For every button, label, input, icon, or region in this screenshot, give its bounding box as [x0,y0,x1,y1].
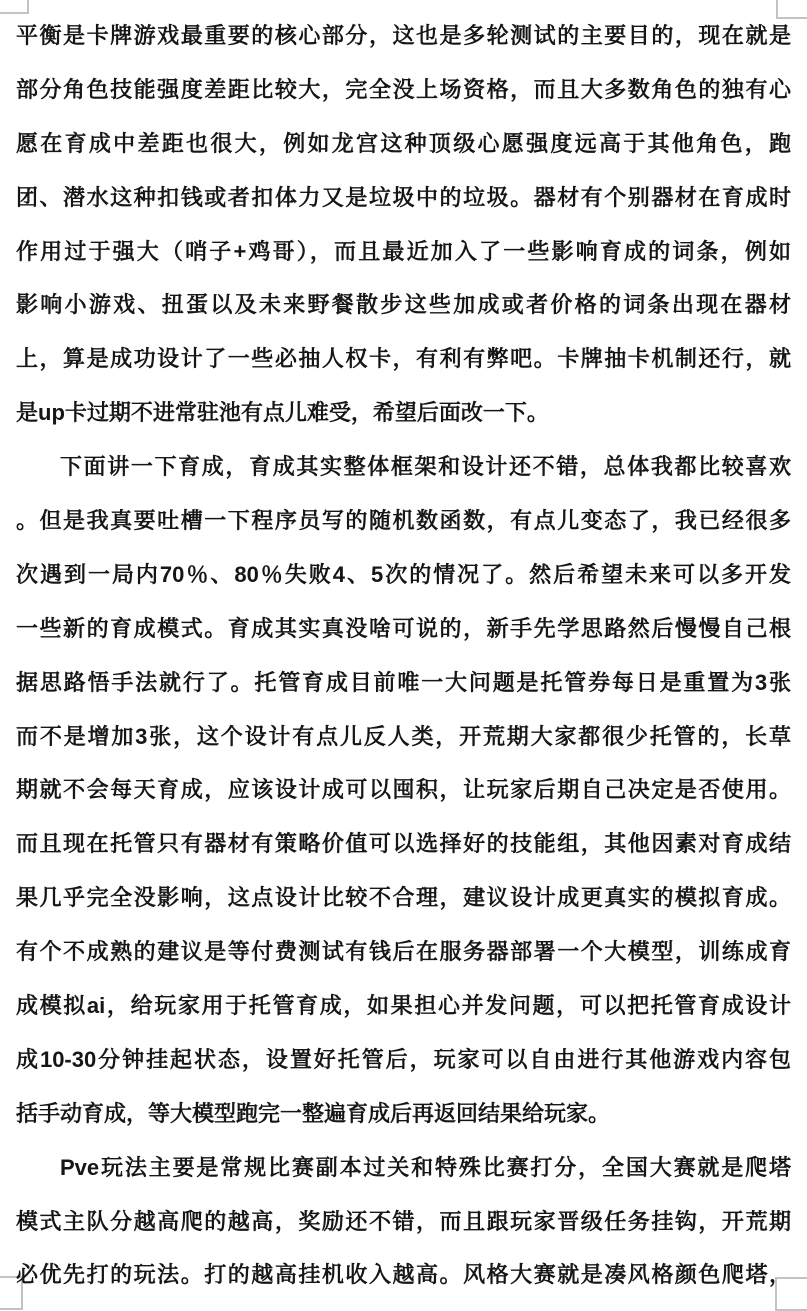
text-line: 一些新的育成模式。育成其实真没啥可说的，新手先学思路然后慢慢自己根 [16,615,791,641]
paragraph [16,1141,791,1303]
text-line: 平衡是卡牌游戏最重要的核心部分，这也是多轮测试的主要目的，现在就是 [16,23,791,48]
text-line: 。但是我真要吐槽一下程序员写的随机数函数，有点儿变态了，我已经很多 [16,508,791,534]
text-line: 是up卡过期不进常驻池有点儿难受，希望后面改一下。 [16,400,549,426]
text-line: 期就不会每天育成，应该设计成可以囤积，让玩家后期自己决定是否使用。 [16,777,791,803]
text-line: 必优先打的玩法。打的越高挂机收入越高。风格大赛就是凑风格颜色爬塔， [16,1262,791,1288]
text-line: 据思路悟手法就行了。托管育成目前唯一大问题是托管券每日是重置为3张 [16,669,791,695]
document-body [16,9,791,1302]
paragraph [16,9,791,440]
text-line: 次遇到一局内70％、80％失败4、5次的情况了。然后希望未来可以多开发 [16,561,791,587]
text-line: 有个不成熟的建议是等付费测试有钱后在服务器部署一个大模型，训练成育 [16,939,791,965]
text-line: 愿在育成中差距也很大，例如龙宫这种顶级心愿强度远高于其他角色，跑 [16,130,791,156]
text-line: 作用过于强大（哨子+鸡哥），而且最近加入了一些影响育成的词条，例如 [16,238,791,264]
text-line: 果几乎完全没影响，这点设计比较不合理，建议设计成更真实的模拟育成。 [16,885,791,911]
text-line: 括手动育成，等大模型跑完一整遍育成后再返回结果给玩家。 [16,1100,611,1126]
text-line: 影响小游戏、扭蛋以及未来野餐散步这些加成或者价格的词条出现在器材 [16,292,791,318]
text-line: 而且现在托管只有器材有策略价值可以选择好的技能组，其他因素对育成结 [16,831,791,857]
text-line: 而不是增加3张，这个设计有点儿反人类，开荒期大家都很少托管的，长草 [16,723,791,749]
paragraph [16,440,791,1141]
text-line: 团、潜水这种扣钱或者扣体力又是垃圾中的垃圾。器材有个别器材在育成时 [16,184,791,210]
text-line: 模式主队分越高爬的越高，奖励还不错，而且跟玩家晋级任务挂钩，开荒期 [16,1208,791,1234]
text-line: 下面讲一下育成，育成其实整体框架和设计还不错，总体我都比较喜欢 [60,454,791,480]
text-line: 成模拟ai，给玩家用于托管育成，如果担心并发问题，可以把托管育成设计 [16,993,791,1019]
text-line: 部分角色技能强度差距比较大，完全没上场资格，而且大多数角色的独有心 [16,76,791,102]
text-line: Pve玩法主要是常规比赛副本过关和特殊比赛打分，全国大赛就是爬塔 [60,1154,791,1180]
text-line: 上，算是成功设计了一些必抽人权卡，有利有弊吧。卡牌抽卡机制还行，就 [16,346,791,372]
text-line: 成10-30分钟挂起状态，设置好托管后，玩家可以自由进行其他游戏内容包 [16,1046,791,1072]
